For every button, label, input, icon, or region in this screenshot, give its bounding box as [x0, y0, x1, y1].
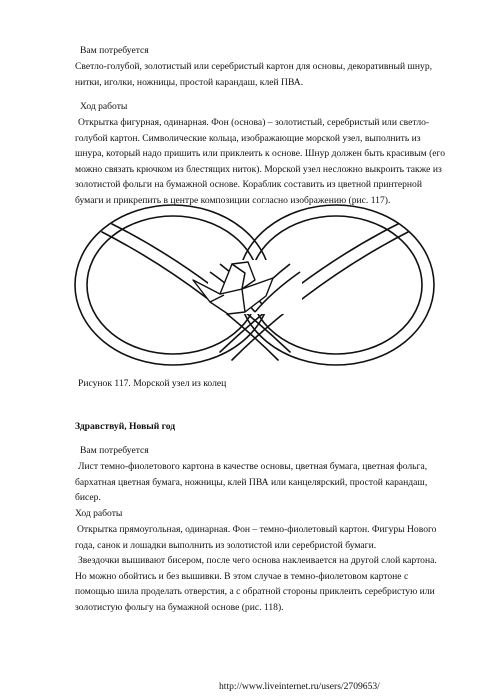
heading-text: Вам потребуется: [80, 45, 149, 56]
paragraph-line: Открытка фигурная, одинарная. Фон (основа) – золотистый, серебристый или светло-: [78, 117, 430, 128]
paragraph-line: бархатная цветная бумага, ножницы, клей ПВА или канцелярский, простой карандаш,: [75, 476, 428, 488]
heading-text: Ход работы: [75, 508, 123, 519]
paragraph-line: золотистую фольгу на бумажной основе (рис. 118).: [75, 601, 284, 613]
procedure-heading-2: [75, 506, 470, 522]
section-title: Здравствуй, Новый год: [75, 421, 176, 432]
paragraph-line: нитки, иголки, ножницы, простой карандаш, клей ПВА.: [75, 76, 304, 88]
paragraph-line: бумаги и прикрепить в центре композиции согласно изображению (рис. 117).: [75, 194, 391, 206]
materials-paragraph-2: [75, 459, 470, 506]
paragraph-line: бисер.: [75, 492, 101, 504]
paragraph-line: голубой картон. Символические кольца, изображающие морской узел, выполнить из: [75, 132, 421, 144]
procedure-paragraph-2: [75, 522, 470, 616]
paragraph-line: года, санок и лошадки выполнить из золотистой или серебристой бумаги.: [75, 539, 377, 551]
paragraph-line: можно связать крючком из блестящих ниток). Морской узел несложно выкроить также из: [75, 163, 442, 175]
procedure-heading-1: [75, 99, 470, 115]
figure-caption: Рисунок 117. Морской узел из колец: [78, 378, 227, 389]
materials-paragraph-1: [75, 59, 470, 90]
paragraph-line: шнура, который надо пришить или приклеить к основе. Шнур должен быть красивым (его: [75, 148, 446, 160]
paragraph-line: Но можно обойтись и без вышивки. В этом случае в темно-фиолетовом картоне с: [75, 570, 409, 582]
heading-text: Вам потребуется: [80, 445, 149, 456]
paragraph-line: Звездочки вышивают бисером, после чего основа наклеивается на другой слой картона.: [78, 555, 437, 567]
sea-knot-figure: [70, 202, 440, 372]
paragraph-line: помощью шила проделать отверстия, а с обратной стороны приклеить серебристую или: [75, 586, 435, 598]
paragraph-line: золотистой фольги на бумажной основе. Кораблик составить из цветной принтерной: [75, 179, 422, 191]
materials-heading-1: [75, 43, 470, 59]
paragraph-line: Светло-голубой, золотистый или серебристый картон для основы, декоративный шнур,: [75, 61, 433, 72]
procedure-paragraph-1: [75, 115, 470, 209]
materials-heading-2: [75, 443, 470, 459]
paragraph-line: Открытка прямоугольная, одинарная. Фон – темно-фиолетовый картон. Фигуры Нового: [77, 524, 437, 535]
paragraph-line: Лист темно-фиолетового картона в качестве основы, цветная бумага, цветная фольга,: [78, 461, 428, 472]
source-url: http://www.liveinternet.ru/users/2709653/: [219, 681, 380, 692]
heading-text: Ход работы: [80, 101, 128, 112]
